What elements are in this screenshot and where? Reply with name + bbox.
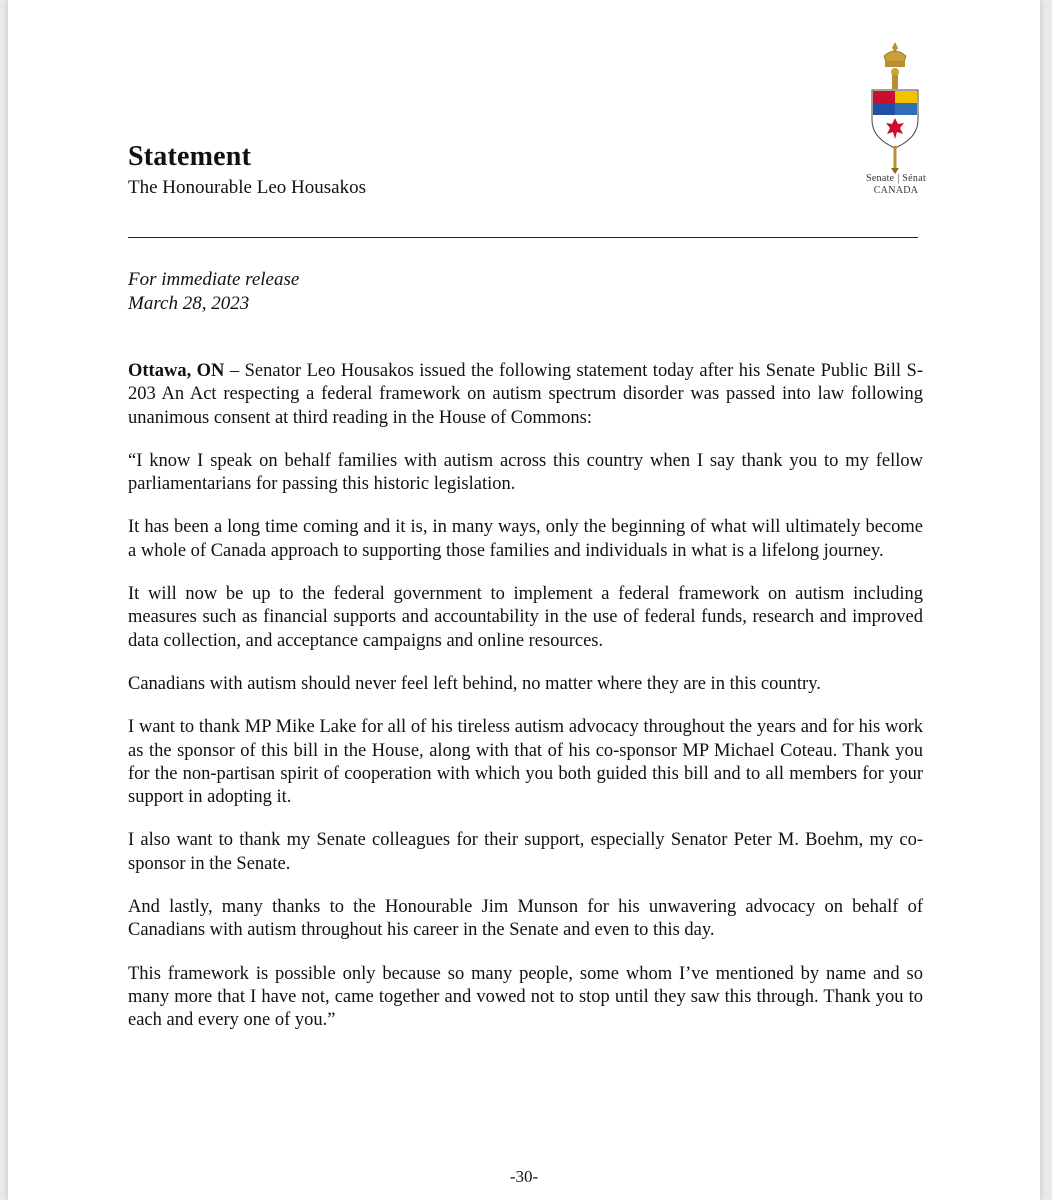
body-paragraph: I also want to thank my Senate colleagues for their support, especially Senator Peter M. Boehm, my co-sponsor in the Senate.: [128, 830, 923, 874]
release-block: [128, 268, 299, 316]
body-paragraph: It will now be up to the federal government to implement a federal framework on autism including measures such as financial supports and accountability in the use of federal funds, research and improved data collection, and acceptance campaigns and online resources.: [128, 584, 923, 651]
release-label: For immediate release: [128, 269, 300, 290]
crest-caption-line2: CANADA: [873, 185, 919, 196]
body-paragraph: I want to thank MP Mike Lake for all of his tireless autism advocacy throughout the years and for his work as the sponsor of this bill in the House, along with that of his co-sponsor MP Michael Coteau. Thank you for the non-partisan spirit of cooperation with which you both guided this bill and to all members for your support in adopting it.: [128, 717, 923, 808]
body-paragraph: “I know I speak on behalf families with autism across this country when I say thank you to my fellow parliamentarians for passing this historic legislation.: [128, 450, 923, 495]
body-paragraph: And lastly, many thanks to the Honourable Jim Munson for his unwavering advocacy on behalf of Canadians with autism throughout his career in the Senate and even to this day.: [128, 897, 923, 941]
release-date: March 28, 2023: [128, 293, 250, 314]
crest-caption: [838, 173, 954, 197]
dateline: Ottawa, ON: [128, 361, 225, 381]
document-page: [8, 0, 1040, 1200]
header-divider: [128, 237, 918, 238]
senate-crest-logo: [860, 40, 930, 175]
statement-body: [128, 360, 923, 1053]
body-paragraph: It has been a long time coming and it is, in many ways, only the beginning of what will ultimately become a whole of Canada approach to supporting those families and individuals in what is a lifelong journey.: [128, 517, 923, 561]
crest-caption-line1: Senate | Sénat: [865, 173, 927, 184]
statement-title: Statement: [128, 141, 252, 172]
intro-text: – Senator Leo Housakos issued the following statement today after his Senate Public Bill S-203 An Act respecting a federal framework on autism spectrum disorder was passed into law following unanimous consent at third reading in the House of Commons:: [128, 361, 923, 428]
body-paragraph: This framework is possible only because so many people, some whom I’ve mentioned by name and so many more that I have not, came together and vowed not to stop until they saw this through. Thank you to each and every one of you.”: [128, 963, 923, 1031]
end-mark: -30-: [509, 1167, 539, 1186]
body-paragraph: Canadians with autism should never feel left behind, no matter where they are in this country.: [128, 673, 821, 694]
intro-paragraph: [128, 360, 923, 430]
statement-author: The Honourable Leo Housakos: [128, 177, 366, 198]
